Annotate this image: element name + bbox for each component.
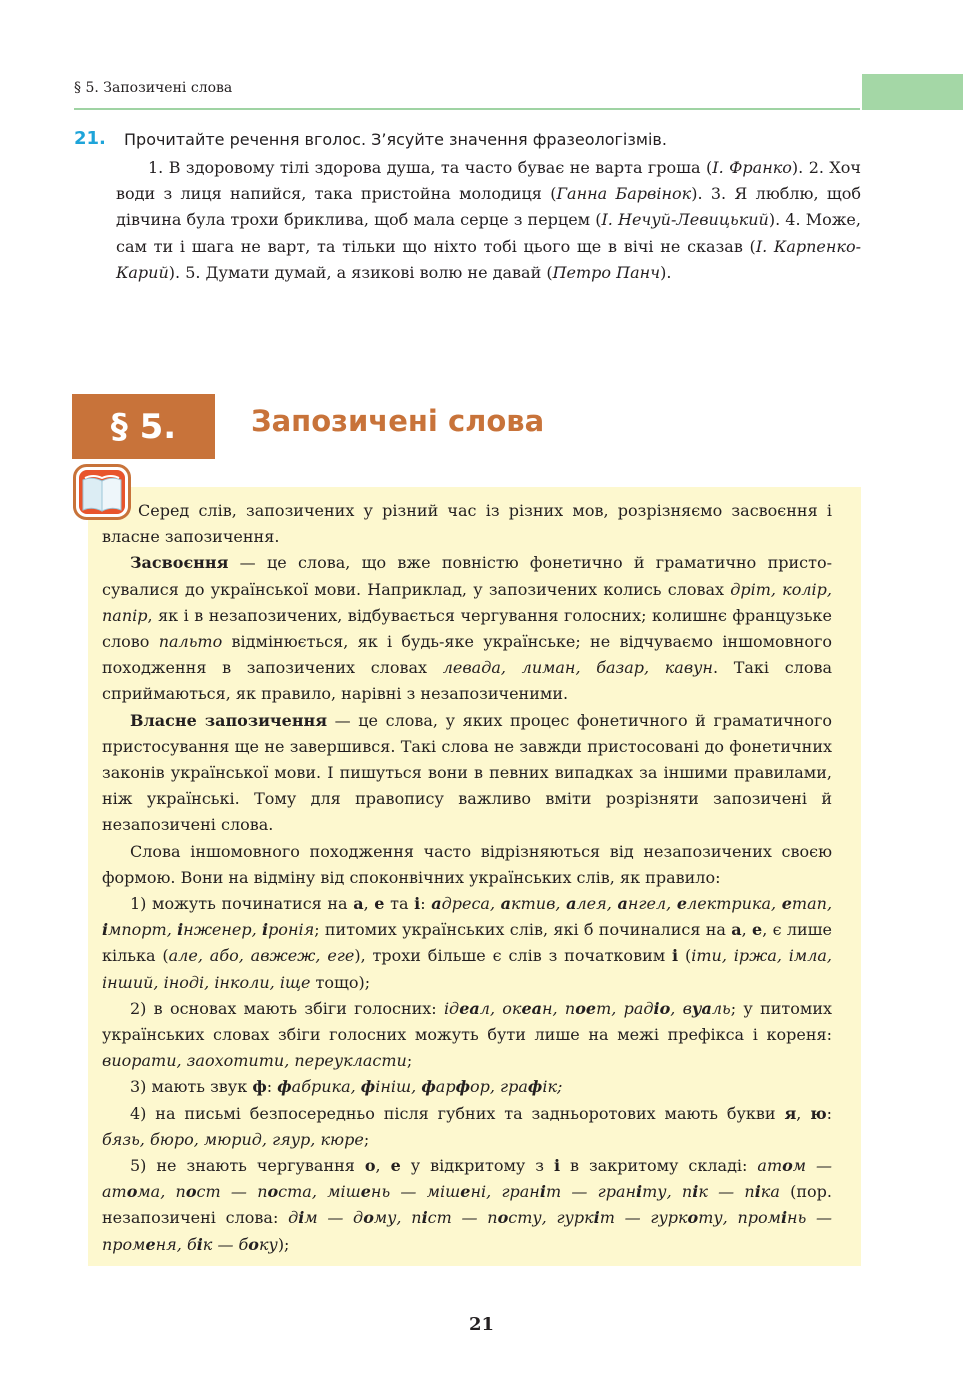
- text-run: . Такі слова сприймаються, як правило, нарівні з незапозиченими.: [102, 658, 833, 704]
- text-run: 4) на письмі безпосередньо після губних та задньоротових мають букви: [130, 1103, 785, 1123]
- italic-run: Ганна Барвінок: [556, 184, 692, 204]
- italic-run: ор, гра: [470, 1077, 528, 1097]
- bold-run: а: [353, 894, 364, 914]
- header-rule: [74, 108, 860, 110]
- italic-run: ка: [760, 1182, 780, 1202]
- italic-run: дріт, колір, папір: [102, 579, 832, 625]
- italic-run: ні, гран: [470, 1182, 540, 1202]
- italic-run: І. Карпенко-Карий: [116, 236, 862, 282]
- italic-run: ль: [711, 998, 731, 1018]
- italic-run: м — ат: [102, 1156, 833, 1202]
- text-run: відмінюється, як і будь-яке українське; не відчуваємо іншомовного походження в запозичених словах: [102, 632, 833, 678]
- italic-run: ід: [443, 998, 460, 1018]
- exercise-title: Прочитайте речення вголос. З’ясуйте значення фразеологізмів.: [124, 130, 667, 149]
- bold-run: ф: [252, 1077, 267, 1097]
- italic-run: лея,: [576, 894, 618, 914]
- text-run: 2) в основах мають збіги голосних:: [130, 998, 444, 1018]
- bold-run: е: [390, 1156, 401, 1176]
- bold-run: о: [363, 1208, 374, 1228]
- bold-run: ф: [455, 1077, 470, 1097]
- italic-run: лектрика,: [687, 894, 782, 914]
- bold-run: і: [421, 1208, 428, 1228]
- text-run: , є лише кілька (: [102, 920, 832, 966]
- text-run: ).: [660, 262, 672, 282]
- bold-run: і: [754, 1182, 761, 1202]
- italic-run: І. Франко: [712, 158, 792, 177]
- text-run: :: [826, 1103, 833, 1123]
- bold-run: о: [782, 1156, 793, 1176]
- italic-run: ктив,: [511, 894, 567, 914]
- text-run: в закритому складі:: [560, 1156, 758, 1176]
- italic-run: мпорт,: [108, 920, 178, 940]
- bold-run: о: [267, 1182, 279, 1202]
- text-run: у відкритому з: [400, 1156, 554, 1176]
- italic-run: к — б: [202, 1234, 249, 1254]
- rule-paragraph: [102, 1101, 832, 1153]
- italic-run: ар: [435, 1077, 456, 1097]
- italic-run: к — п: [698, 1182, 755, 1202]
- text-run: );: [277, 1234, 290, 1254]
- text-run: ,: [741, 920, 752, 940]
- italic-run: ку: [258, 1234, 278, 1254]
- rule-paragraph: [102, 550, 832, 707]
- bold-run: ф: [277, 1077, 292, 1097]
- text-run: Серед слів, запозичених у різний час із різних мов, розрізняємо засвоєння і власне запозичення.: [102, 501, 832, 547]
- text-run: ; питомих українських слів, які б починалися на: [314, 920, 732, 940]
- italic-run: але, або, авжеж, еге: [168, 946, 355, 966]
- italic-run: дреса,: [441, 894, 501, 914]
- italic-run: ік;: [542, 1077, 563, 1097]
- italic-run: му, п: [373, 1208, 422, 1228]
- bold-run: о: [497, 1208, 509, 1228]
- bold-run: е: [145, 1234, 156, 1254]
- text-run: (пор. незапозичені слова:: [102, 1182, 833, 1228]
- bold-run: Засвоєння: [130, 553, 229, 573]
- bold-run: і: [298, 1208, 305, 1228]
- italic-run: нь — міш: [370, 1182, 461, 1202]
- section-title: Запозичені слова: [251, 404, 545, 438]
- text-run: тощо);: [310, 972, 371, 992]
- bold-run: і: [177, 920, 184, 940]
- text-run: — це слова, у яких процес фонетичного й граматичного пристосування ще не завершився. Такі слова не завжди пристосовані до фонетичних законів української мови. І пишуться вони в певних випадках за іншими правилами, ніж українські. Тому для правопису важливо вміти розрізняти запозичені й незапозичені слова.: [102, 710, 832, 835]
- italic-run: Петро Панч: [552, 262, 661, 282]
- section-badge: § 5.: [72, 394, 215, 459]
- italic-run: т — гурк: [599, 1208, 688, 1228]
- italic-run: л, ок: [479, 998, 522, 1018]
- text-run: Слова іншомовного походження часто відрізняються від незапозичених своєю формою. Вони на відміну від споконвічних українських слів, як правило:: [102, 841, 832, 887]
- rule-paragraph: [102, 996, 832, 1075]
- italic-run: ат: [757, 1156, 783, 1176]
- italic-run: т — гран: [545, 1182, 637, 1202]
- bold-run: ю: [810, 1103, 827, 1123]
- bold-run: о: [687, 1208, 699, 1228]
- rule-paragraph: [102, 891, 832, 996]
- bold-run: і: [636, 1182, 643, 1202]
- bold-run: і: [261, 920, 269, 940]
- bold-run: е: [676, 894, 687, 914]
- italic-run: нгел,: [627, 894, 677, 914]
- text-run: ). 3. Я люблю, щоб дівчина була трохи бриклива, щоб мала серце з перцем (: [116, 184, 862, 230]
- italic-run: абрика,: [291, 1077, 361, 1097]
- italic-run: ста, міш: [278, 1182, 361, 1202]
- text-run: ,: [796, 1103, 811, 1123]
- bold-run: і: [593, 1208, 600, 1228]
- italic-run: д: [288, 1208, 299, 1228]
- italic-run: ту, пром: [698, 1208, 781, 1228]
- bold-run: іо: [653, 998, 671, 1018]
- italic-run: нженер,: [183, 920, 262, 940]
- text-run: ;: [406, 1051, 413, 1071]
- text-run: 5) не знають чергування: [130, 1156, 365, 1176]
- text-run: ). 4. Може, сам ти і шага не варт, та тільки що ніхто тобі цього ще в вічі не сказав (: [116, 210, 861, 256]
- chapter-tab: [862, 74, 963, 110]
- bold-run: і: [196, 1234, 203, 1254]
- italic-run: ст — п: [427, 1208, 498, 1228]
- italic-run: пальто: [158, 632, 223, 652]
- bold-run: ое: [575, 998, 597, 1018]
- italic-run: ма, п: [137, 1182, 186, 1202]
- text-run: ), трохи більше є слів з початковим: [354, 946, 673, 966]
- bold-run: уа: [691, 998, 712, 1018]
- rule-paragraph: [102, 839, 832, 891]
- italic-run: виорати, заохотити, переукласти: [102, 1051, 407, 1071]
- bold-run: і: [692, 1182, 699, 1202]
- bold-run: а: [731, 920, 742, 940]
- bold-run: а: [566, 894, 577, 914]
- bold-run: і: [414, 894, 421, 914]
- rule-paragraph: [102, 708, 832, 839]
- italic-run: ту, п: [642, 1182, 693, 1202]
- italic-run: ст — п: [196, 1182, 268, 1202]
- italic-run: бязь, бюро, мюрид, гяур, кюре: [102, 1129, 364, 1149]
- bold-run: о: [364, 1156, 376, 1176]
- bold-run: і: [672, 946, 679, 966]
- bold-run: е: [374, 894, 385, 914]
- text-run: ; у питомих українських словах збіги голосних можуть бути лише на межі префікса і кореня:: [102, 998, 833, 1045]
- bold-run: е: [752, 920, 763, 940]
- bold-run: а: [617, 894, 628, 914]
- bold-run: о: [248, 1234, 259, 1254]
- text-run: 1) можуть починатися на: [130, 894, 354, 914]
- text-run: та: [384, 894, 415, 914]
- italic-run: , в: [670, 998, 692, 1018]
- text-run: , як і в незапозичених, відбувається чергування голосних; колишнє французьке слово: [102, 605, 832, 652]
- italic-run: І. Нечуй-Левицький: [601, 210, 769, 230]
- page-number: 21: [468, 1314, 495, 1335]
- bold-run: е: [460, 1182, 471, 1202]
- text-run: :: [420, 894, 432, 914]
- bold-run: Власне запозичення: [130, 710, 328, 730]
- text-run: 3) мають звук: [130, 1077, 253, 1097]
- bold-run: ф: [421, 1077, 436, 1097]
- text-run: ;: [363, 1129, 370, 1149]
- bold-run: е: [781, 894, 792, 914]
- bold-run: ф: [527, 1077, 543, 1097]
- bold-run: а: [500, 894, 512, 914]
- text-run: ,: [363, 894, 375, 914]
- rule-paragraph: [102, 1074, 832, 1100]
- bold-run: і: [553, 1156, 561, 1176]
- italic-run: ронія: [268, 920, 315, 940]
- text-run: ). 2. Хоч води з лиця напийся, така пристойна молодиця (: [116, 158, 861, 204]
- rule-paragraph: [102, 498, 832, 550]
- text-run: ,: [375, 1156, 391, 1176]
- italic-run: нь — пром: [102, 1208, 833, 1254]
- exercise-number: 21.: [74, 128, 106, 149]
- text-run: (: [678, 946, 692, 966]
- text-run: — це слова, що вже повністю фонетично й граматично пристосувалися до української мови. Наприклад, у запозичених колись словах: [102, 553, 832, 599]
- bold-run: а: [431, 894, 442, 914]
- bold-run: о: [185, 1182, 197, 1202]
- italic-run: т, рад: [596, 998, 654, 1018]
- italic-run: іти, іржа, імла, інший, іноді, інколи, іще: [102, 946, 833, 992]
- text-run: :: [266, 1077, 278, 1097]
- italic-run: левада, лиман, базар, кавун: [442, 658, 713, 678]
- exercise-text: [116, 155, 861, 286]
- rule-text: [102, 498, 832, 1258]
- bold-run: ф: [360, 1077, 376, 1097]
- italic-run: м — д: [304, 1208, 364, 1228]
- bold-run: о: [126, 1182, 138, 1202]
- italic-run: н, п: [542, 998, 576, 1018]
- bold-run: еа: [459, 998, 480, 1018]
- rule-paragraph: [102, 1153, 832, 1258]
- text-run: ). 5. Думати думай, а язикові волю не давай (: [168, 262, 553, 282]
- bold-run: і: [539, 1182, 546, 1202]
- running-head: § 5. Запозичені слова: [74, 80, 233, 96]
- bold-run: еа: [521, 998, 543, 1018]
- italic-run: ня, б: [155, 1234, 197, 1254]
- italic-run: ініш,: [375, 1077, 422, 1097]
- bold-run: я: [784, 1103, 797, 1123]
- bold-run: і: [780, 1208, 788, 1228]
- exercise-paragraph: [116, 155, 861, 286]
- italic-run: тап,: [791, 894, 833, 914]
- bold-run: е: [360, 1182, 371, 1202]
- text-run: 1. В здоровому тілі здорова душа, та часто буває не варта гроша (: [148, 158, 713, 177]
- bold-run: і: [102, 920, 109, 940]
- italic-run: сту, гурк: [508, 1208, 594, 1228]
